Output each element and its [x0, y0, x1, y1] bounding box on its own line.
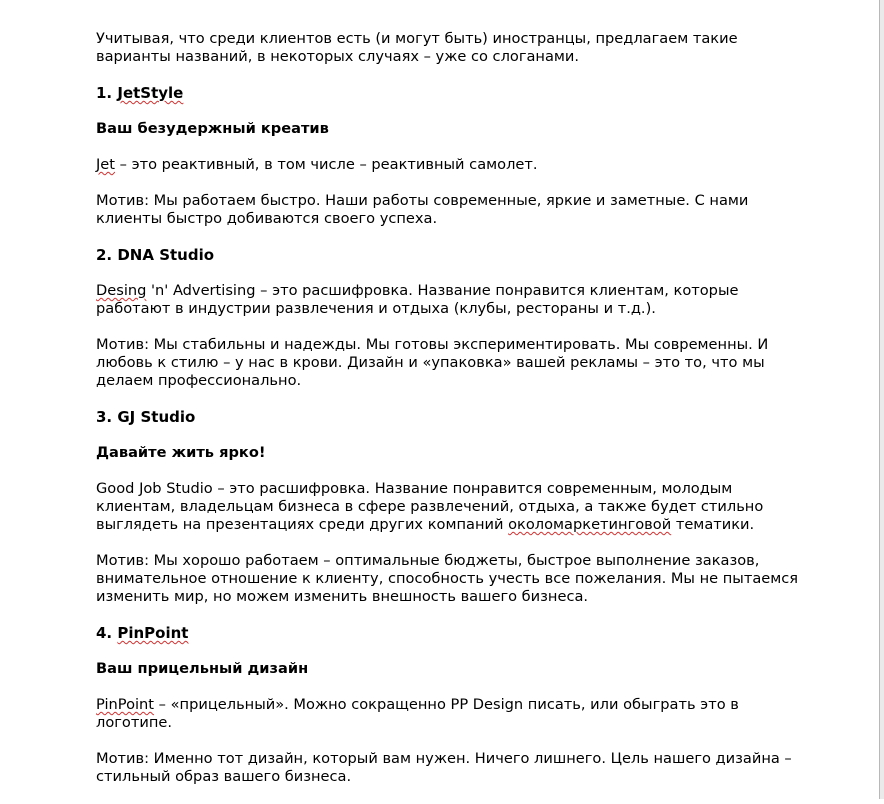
- page-margin-gutter: [880, 0, 884, 799]
- spellcheck-word: PinPoint: [96, 696, 155, 713]
- document-body: [96, 30, 816, 804]
- desc-text: Good Job Studio – это расшифровка. Название понравится современным, молодым клиентам, владельцам бизнеса в сфере развлечений, отдыха, а также будет стильно выглядеть на презентациях среди других компаний: [96, 480, 764, 533]
- desc-gj-studio: [96, 480, 816, 534]
- motive-dna-studio: Мотив: Мы стабильны и надежды. Мы готовы экспериментировать. Мы современны. И любовь к стилю – у нас в крови. Дизайн и «упаковка» вашей рекламы – это то, что мы делаем профессионально.: [96, 336, 769, 389]
- desc-pinpoint: [96, 696, 816, 732]
- desc-jetstyle: [96, 156, 816, 174]
- heading-number: 3.: [96, 408, 118, 426]
- slogan-jetstyle: Ваш безудержный креатив: [96, 120, 329, 137]
- desc-text-end: тематики.: [671, 516, 755, 533]
- motive-pinpoint: Мотив: Именно тот дизайн, который вам нужен. Ничего лишнего. Цель нашего дизайна – стильный образ вашего бизнеса.: [96, 750, 792, 785]
- heading-number: 2.: [96, 246, 118, 264]
- heading-name: GJ Studio: [117, 408, 196, 426]
- heading-gj-studio: [96, 408, 816, 426]
- heading-name: JetStyle: [117, 84, 184, 102]
- desc-dna-studio: [96, 282, 816, 318]
- spellcheck-word: Desing: [96, 282, 147, 299]
- heading-pinpoint: [96, 624, 816, 642]
- desc-text: 'n' Advertising – это расшифровка. Название понравится клиентам, которые работают в индустрии развлечения и отдыха (клубы, рестораны и т.д.).: [96, 282, 739, 317]
- heading-dna-studio: [96, 246, 816, 264]
- intro-paragraph: Учитывая, что среди клиентов есть (и могут быть) иностранцы, предлагаем такие варианты названий, в некоторых случаях – уже со слоганами.: [96, 30, 738, 65]
- motive-jetstyle: Мотив: Мы работаем быстро. Наши работы современные, яркие и заметные. С нами клиенты быстро добиваются своего успеха.: [96, 192, 749, 227]
- slogan-gj-studio: Давайте жить ярко!: [96, 444, 266, 461]
- heading-jetstyle: [96, 84, 816, 102]
- heading-name: PinPoint: [117, 624, 189, 642]
- spellcheck-word: околомаркетинговой: [508, 516, 672, 533]
- spellcheck-word: Jet: [96, 156, 116, 173]
- heading-name: DNA Studio: [117, 246, 215, 264]
- desc-text: – это реактивный, в том числе – реактивный самолет.: [115, 156, 538, 173]
- slogan-pinpoint: Ваш прицельный дизайн: [96, 660, 309, 677]
- heading-number: 1.: [96, 84, 118, 102]
- desc-text: – «прицельный». Можно сокращенно PP Design писать, или обыграть это в логотипе.: [96, 696, 739, 731]
- motive-gj-studio: Мотив: Мы хорошо работаем – оптимальные бюджеты, быстрое выполнение заказов, внимательное отношение к клиенту, способность учесть все пожелания. Мы не пытаемся изменить мир, но можем изменить внешность вашего бизнеса.: [96, 552, 799, 605]
- heading-number: 4.: [96, 624, 118, 642]
